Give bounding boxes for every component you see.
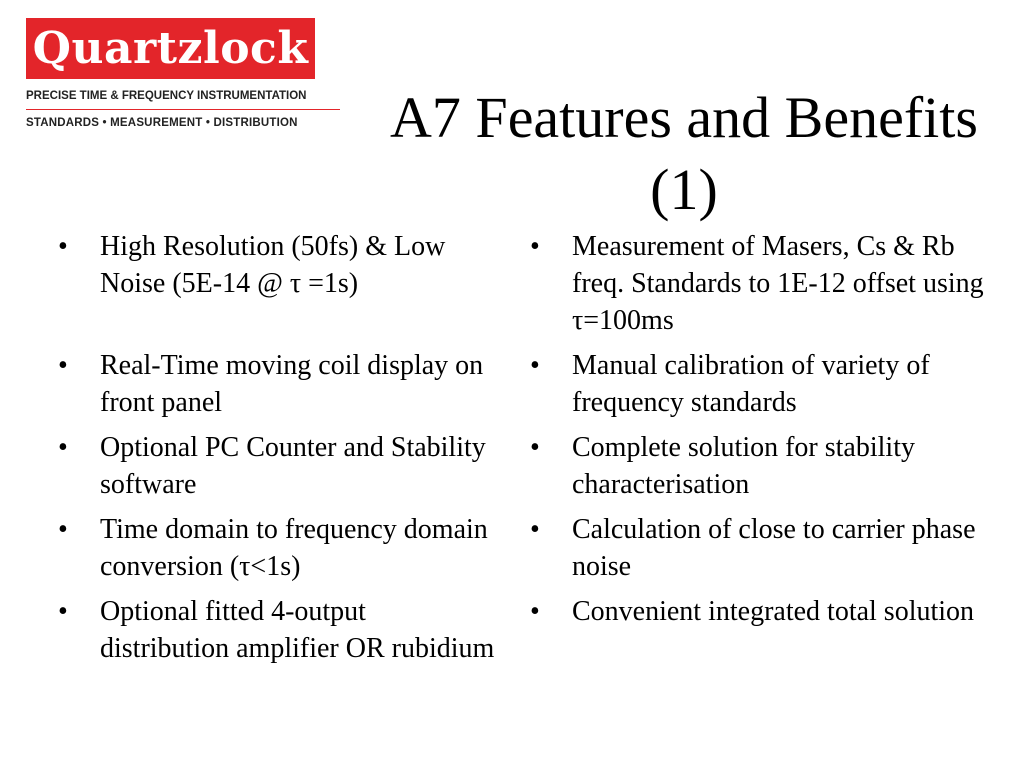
bullet-icon: • <box>530 231 540 262</box>
list-item <box>530 228 1000 339</box>
list-item-text: Convenient integrated total solution <box>572 596 975 627</box>
list-item <box>58 511 498 585</box>
bullet-icon: • <box>58 514 68 545</box>
bullet-icon: • <box>58 596 68 627</box>
logo-divider <box>26 109 340 110</box>
logo-brand-name: Quartzlock <box>32 23 309 74</box>
bullet-icon: • <box>530 596 540 627</box>
quartzlock-logo <box>26 18 315 79</box>
list-item-text: Optional fitted 4-output distribution amplifier OR rubidium <box>100 596 495 664</box>
list-item-text: Manual calibration of variety of frequency standards <box>572 350 930 418</box>
bullet-icon: • <box>530 350 540 381</box>
list-item <box>530 593 1000 630</box>
list-item <box>530 347 1000 421</box>
logo-tagline-primary: PRECISE TIME & FREQUENCY INSTRUMENTATION <box>26 90 307 102</box>
bullet-icon: • <box>530 432 540 463</box>
list-item <box>58 429 498 503</box>
list-item-text: Measurement of Masers, Cs & Rb freq. Standards to 1E-12 offset using τ=100ms <box>572 231 984 336</box>
list-item-text: Complete solution for stability characterisation <box>572 432 915 500</box>
bullet-icon: • <box>58 231 68 262</box>
bullet-icon: • <box>58 432 68 463</box>
list-item-text: Calculation of close to carrier phase noise <box>572 514 976 582</box>
list-item <box>530 429 1000 503</box>
list-item-text: Optional PC Counter and Stability software <box>100 432 486 500</box>
list-item-text: Time domain to frequency domain conversion (τ<1s) <box>100 514 488 582</box>
slide-title <box>350 82 1018 226</box>
slide-title-line-2: (1) <box>650 157 718 222</box>
list-item <box>58 228 498 302</box>
bullet-icon: • <box>530 514 540 545</box>
list-item <box>530 511 1000 585</box>
list-item-text: High Resolution (50fs) & Low Noise (5E-14 @ τ =1s) <box>100 231 446 299</box>
bullet-icon: • <box>58 350 68 381</box>
left-bullet-list <box>58 228 498 675</box>
slide-title-line-1: A7 Features and Benefits <box>390 85 978 150</box>
list-item <box>58 593 498 667</box>
list-item-text: Real-Time moving coil display on front panel <box>100 350 484 418</box>
right-bullet-list <box>530 228 1000 638</box>
logo-tagline-secondary: STANDARDS • MEASUREMENT • DISTRIBUTION <box>26 117 298 129</box>
list-item <box>58 347 498 421</box>
